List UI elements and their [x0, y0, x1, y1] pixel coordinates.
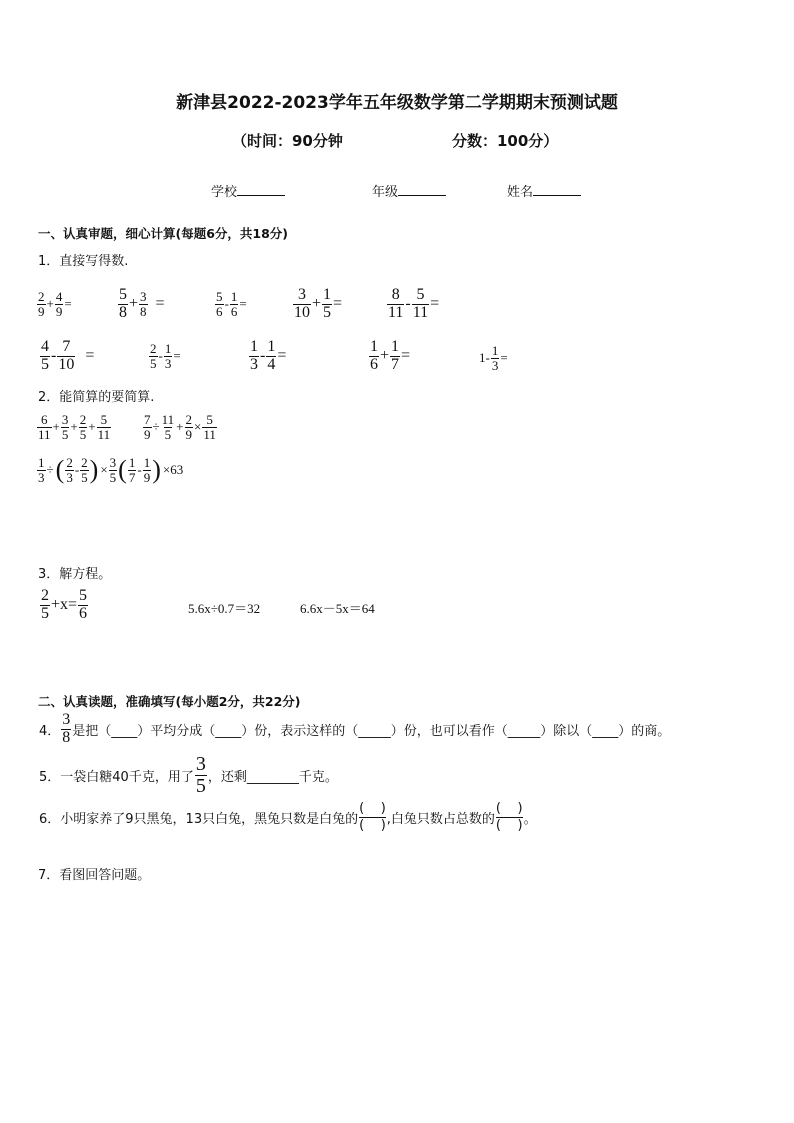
name-field — [507, 181, 581, 200]
grade-blank[interactable] — [398, 182, 446, 196]
calc-1-1: $\frac{2}{9}$ + $\frac{4}{9}$ = — [38, 289, 72, 319]
calc-1-5: $\frac{8}{11}$ - $\frac{5}{11}$ = — [388, 286, 440, 321]
exam-score: 分数：100分） — [452, 132, 559, 150]
question-7: 7．看图回答问题。 — [38, 868, 151, 883]
name-blank[interactable] — [533, 182, 581, 196]
simplify-3: $\frac{1}{3}$ ÷( $\frac{2}{3}$ - $\frac{2}{5}$ ) × $\frac{3}{5}$ ( $\frac{1}{7}$ - $\frac{1}{9}$ ) ×63 — [38, 454, 184, 485]
equation-2: 5.6x÷0.7＝32 — [188, 601, 261, 616]
school-label: 学校 — [211, 185, 238, 200]
fraction-3-5: $\frac{3}{5}$ — [195, 753, 206, 797]
question-2: 2．能简算的要简算. — [38, 390, 155, 405]
calc-1-2: $\frac{5}{8}$ + $\frac{3}{8}$ = — [119, 286, 165, 321]
calc-2-3: $\frac{1}{3}$ - $\frac{1}{4}$ = — [250, 338, 287, 373]
school-field — [211, 181, 285, 200]
equation-3: 6.6x－5x＝64 — [300, 601, 375, 616]
grade-label: 年级 — [372, 185, 399, 200]
calc-2-4: $\frac{1}{6}$ + $\frac{1}{7}$ = — [370, 338, 411, 373]
grade-field — [372, 181, 446, 200]
exam-time: （时间：90分钟 — [232, 132, 343, 150]
simplify-2: $\frac{7}{9}$ ÷ $\frac{11}{5}$ + $\frac{2}{9}$ × $\frac{5}{11}$ — [144, 412, 216, 442]
question-6: 6．小明家养了9只黑兔，13只白兔，黑兔只数是白兔的 ( ) ( ) ,白兔只数占总数的 ( ) ( ) 。 — [39, 801, 537, 833]
school-blank[interactable] — [237, 182, 285, 196]
calc-2-1: $\frac{4}{5}$ - $\frac{7}{10}$ = — [41, 338, 95, 373]
simplify-1: $\frac{6}{11}$ + $\frac{3}{5}$ + $\frac{2}{5}$ + $\frac{5}{11}$ — [38, 412, 111, 442]
question-4: 4． $\frac{3}{8}$ 是把（____）平均分成（____）份，表示这样的（_____）份，也可以看作（_____）除以（____）的商。 — [39, 711, 671, 746]
name-label: 姓名 — [507, 185, 534, 200]
section-2-title: 二、认真读题，准确填写(每小题2分，共22分) — [38, 694, 301, 709]
calc-2-2: $\frac{2}{5}$ - $\frac{1}{3}$ = — [150, 341, 181, 371]
fraction-3-8: $\frac{3}{8}$ — [62, 711, 71, 746]
calc-2-5: 1- $\frac{1}{3}$ = — [479, 343, 508, 373]
calc-1-4: $\frac{3}{10}$ + $\frac{1}{5}$ = — [294, 286, 343, 321]
question-1: 1．直接写得数. — [38, 254, 129, 269]
answer-fraction-1[interactable]: ( ) ( ) — [359, 801, 386, 833]
section-1-title: 一、认真审题，细心计算(每题6分，共18分) — [38, 226, 289, 241]
calc-1-3: $\frac{5}{6}$ - $\frac{1}{6}$ = — [216, 289, 247, 319]
question-3: 3．解方程。 — [38, 567, 112, 582]
question-5: 5．一袋白糖40千克，用了 $\frac{3}{5}$ ，还剩________千克。 — [39, 753, 338, 797]
answer-fraction-2[interactable]: ( ) ( ) — [495, 801, 523, 833]
page-title: 新津县2022-2023学年五年级数学第二学期期末预测试题 — [176, 93, 618, 113]
equation-1: $\frac{2}{5}$ +x= $\frac{5}{6}$ — [41, 587, 88, 622]
